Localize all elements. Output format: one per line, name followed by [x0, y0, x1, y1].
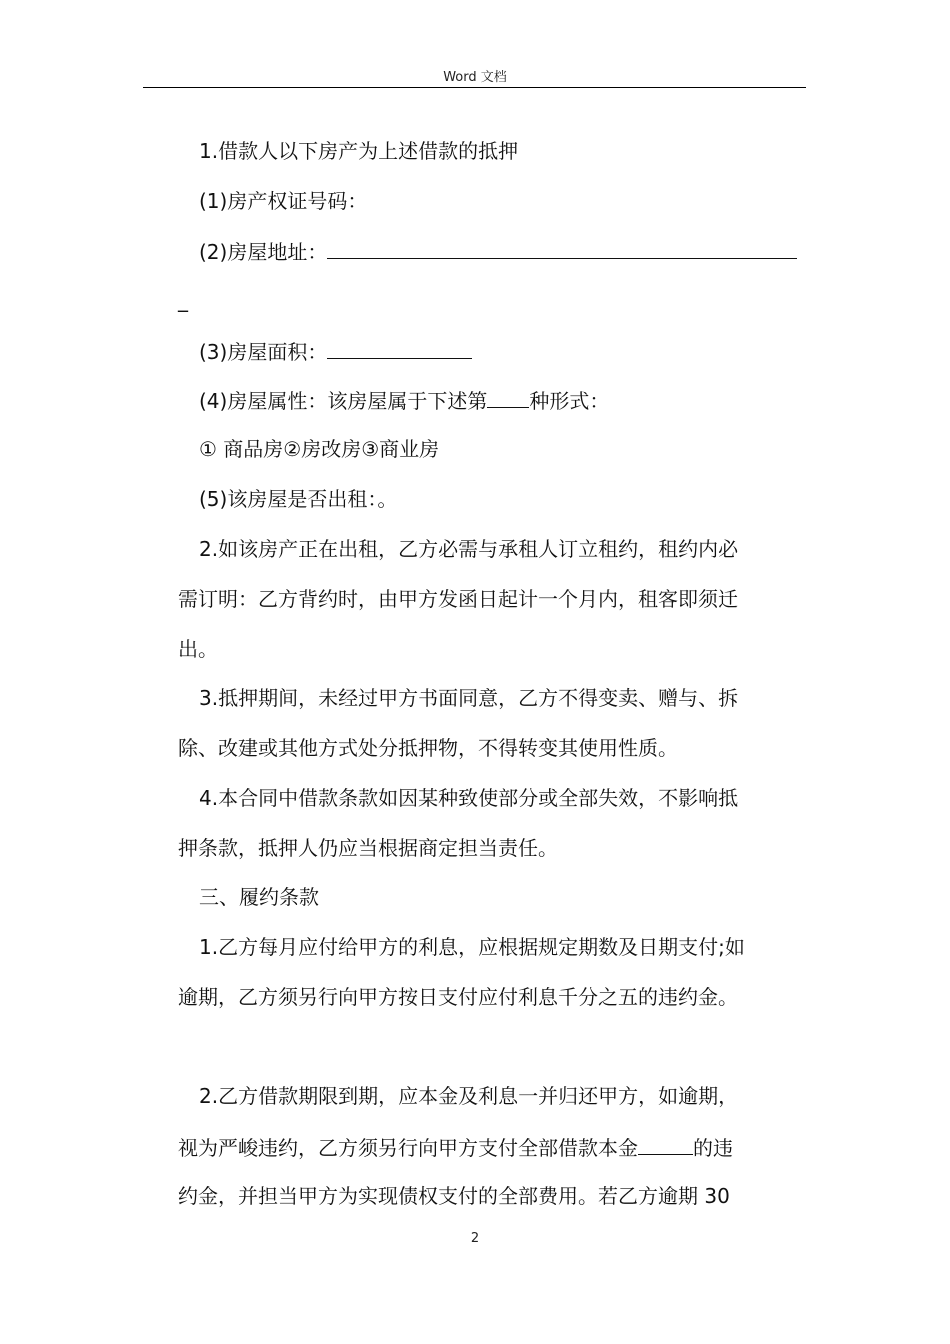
paragraph-line: 除、改建或其他方式处分抵押物，不得转变其使用性质。 — [178, 736, 678, 760]
paragraph-line: _ — [178, 288, 188, 312]
paragraph-line: ① 商品房②房改房③商业房 — [199, 437, 440, 461]
paragraph-line: (5)该房屋是否出租：。 — [199, 487, 398, 511]
paragraph-line: 4.本合同中借款条款如因某种致使部分或全部失效，不影响抵 — [199, 786, 739, 810]
property-type-blank — [487, 385, 529, 408]
paragraph-line — [199, 336, 472, 366]
paragraph-line: 需订明：乙方背约时，由甲方发函日起计一个月内，租客即须迁 — [178, 587, 738, 611]
page-header-title: Word 文档 — [443, 70, 507, 85]
address-blank — [327, 236, 797, 259]
paragraph-line: (1)房产权证号码： — [199, 189, 368, 213]
paragraph-line: 2.如该房产正在出租，乙方必需与承租人订立租约，租约内必 — [199, 537, 739, 561]
section-heading: 三、履约条款 — [199, 885, 319, 909]
paragraph-line: 约金，并担当甲方为实现债权支付的全部费用。若乙方逾期 30 — [178, 1184, 730, 1208]
address-label: (2)房屋地址： — [199, 240, 328, 264]
paragraph-line: 1.借款人以下房产为上述借款的抵押 — [199, 139, 519, 163]
paragraph-line: 押条款，抵押人仍应当根据商定担当责任。 — [178, 836, 558, 860]
property-type-label: (4)房屋属性：该房屋属于下述第 — [199, 389, 488, 413]
paragraph-line — [199, 236, 797, 266]
paragraph-line: 1.乙方每月应付给甲方的利息，应根据规定期数及日期支付;如 — [199, 935, 745, 959]
page-number: 2 — [470, 1231, 480, 1246]
paragraph-line: 3.抵押期间，未经过甲方书面同意，乙方不得变卖、赠与、拆 — [199, 686, 739, 710]
paragraph-line: 出。 — [178, 637, 218, 661]
paragraph-line — [199, 385, 609, 415]
penalty-text: 视为严峻违约，乙方须另行向甲方支付全部借款本金 — [178, 1136, 638, 1160]
property-type-suffix: 种形式： — [529, 389, 610, 413]
area-label: (3)房屋面积： — [199, 340, 328, 364]
penalty-suffix: 的违 — [693, 1136, 733, 1160]
area-blank — [327, 336, 472, 359]
header-divider — [143, 87, 806, 88]
paragraph-line — [178, 1132, 733, 1162]
penalty-blank — [638, 1132, 693, 1155]
paragraph-line: 2.乙方借款期限到期，应本金及利息一并归还甲方，如逾期， — [199, 1084, 739, 1108]
paragraph-line: 逾期，乙方须另行向甲方按日支付应付利息千分之五的违约金。 — [178, 985, 738, 1009]
